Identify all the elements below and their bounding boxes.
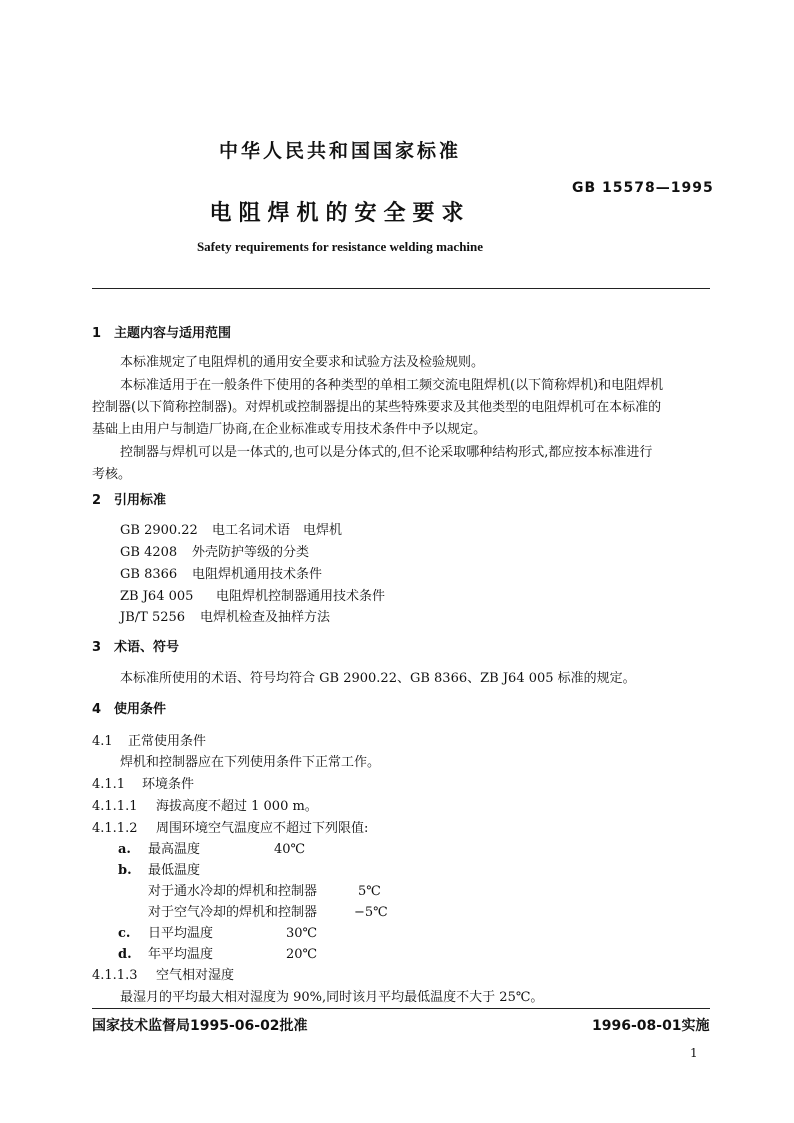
section-number: 1 xyxy=(92,326,102,341)
clause-title: 空气相对湿度 xyxy=(156,968,235,983)
approval-line: 国家技术监督局1995-06-02批准 xyxy=(92,1018,308,1034)
document-title-english: Safety requirements for resistance welding machine xyxy=(196,239,484,254)
footer-divider xyxy=(92,1008,710,1009)
section-1-heading xyxy=(92,322,231,341)
list-item-b xyxy=(118,859,200,878)
section-number: 4 xyxy=(92,702,102,717)
list-value: 5℃ xyxy=(358,884,381,899)
reference-code: JB/T 5256 xyxy=(120,610,186,625)
paragraph: 本标准适用于在一般条件下使用的各种类型的单相工频交流电阻焊机(以下简称焊机)和电阻焊机 xyxy=(120,378,664,393)
list-item-c xyxy=(118,922,317,941)
list-label: c. xyxy=(118,926,131,941)
reference-item xyxy=(120,585,385,604)
subsection-4-1-heading xyxy=(92,730,206,749)
clause-4-1-1-2 xyxy=(92,817,368,836)
section-title: 术语、符号 xyxy=(114,640,180,655)
standard-number: GB 15578—1995 xyxy=(572,180,714,196)
list-name: 年平均温度 xyxy=(148,947,214,962)
reference-item xyxy=(120,563,322,582)
list-subitem xyxy=(148,880,381,899)
clause-4-1-1-1 xyxy=(92,795,318,814)
reference-name: 电阻焊机通用技术条件 xyxy=(192,567,323,582)
reference-code: GB 4208 xyxy=(120,545,178,560)
national-standard-heading: 中华人民共和国国家标准 xyxy=(218,140,461,162)
paragraph: 最湿月的平均最大相对湿度为 90%,同时该月平均最低温度不大于 25℃。 xyxy=(120,990,544,1005)
list-name: 对于通水冷却的焊机和控制器 xyxy=(148,884,318,899)
clause-4-1-1-3 xyxy=(92,964,234,983)
list-name: 最高温度 xyxy=(148,842,201,857)
section-number: 3 xyxy=(92,640,102,655)
list-label: b. xyxy=(118,863,132,878)
reference-item xyxy=(120,519,342,538)
list-value: 20℃ xyxy=(286,947,318,962)
section-title: 主题内容与适用范围 xyxy=(114,326,232,341)
paragraph: 控制器与焊机可以是一体式的,也可以是分体式的,但不论采取哪种结构形式,都应按本标准进行 xyxy=(120,445,653,460)
list-item-d xyxy=(118,943,317,962)
reference-name: 外壳防护等级的分类 xyxy=(192,545,310,560)
list-subitem xyxy=(148,901,388,920)
clause-text: 海拔高度不超过 1 000 m。 xyxy=(156,799,318,814)
page-number: 1 xyxy=(690,1046,698,1060)
section-number: 2 xyxy=(92,493,102,508)
document-title-chinese: 电阻焊机的安全要求 xyxy=(209,201,471,226)
list-name: 日平均温度 xyxy=(148,926,214,941)
paragraph: 考核。 xyxy=(92,467,132,482)
list-value: 30℃ xyxy=(286,926,318,941)
list-value: −5℃ xyxy=(354,905,388,920)
clause-number: 4.1.1.2 xyxy=(92,821,138,836)
clause-number: 4.1.1.3 xyxy=(92,968,138,983)
list-label: d. xyxy=(118,947,132,962)
reference-item xyxy=(120,606,330,625)
reference-name: 电工名词术语 电焊机 xyxy=(212,523,343,538)
subsection-title: 正常使用条件 xyxy=(128,734,207,749)
section-title: 引用标准 xyxy=(114,493,167,508)
header-divider xyxy=(92,288,710,289)
reference-name: 电焊机检查及抽样方法 xyxy=(200,610,331,625)
paragraph: 本标准所使用的术语、符号均符合 GB 2900.22、GB 8366、ZB J64 005 标准的规定。 xyxy=(120,671,636,686)
list-name: 对于空气冷却的焊机和控制器 xyxy=(148,905,318,920)
reference-name: 电阻焊机控制器通用技术条件 xyxy=(216,589,386,604)
section-2-heading xyxy=(92,489,166,508)
section-3-heading xyxy=(92,636,179,655)
subsection-4-1-1-heading xyxy=(92,773,194,792)
section-4-heading xyxy=(92,698,166,717)
list-label: a. xyxy=(118,842,131,857)
list-item-a xyxy=(118,838,305,857)
paragraph: 控制器(以下简称控制器)。对焊机或控制器提出的某些特殊要求及其他类型的电阻焊机可在本标准的 xyxy=(92,400,662,415)
list-value: 40℃ xyxy=(274,842,306,857)
paragraph: 本标准规定了电阻焊机的通用安全要求和试验方法及检验规则。 xyxy=(120,355,485,370)
effective-date: 1996-08-01实施 xyxy=(592,1018,710,1034)
reference-code: ZB J64 005 xyxy=(120,589,194,604)
clause-number: 4.1.1.1 xyxy=(92,799,138,814)
reference-item xyxy=(120,541,309,560)
subsection-number: 4.1 xyxy=(92,734,113,749)
reference-code: GB 2900.22 xyxy=(120,523,198,538)
subsection-number: 4.1.1 xyxy=(92,777,126,792)
paragraph: 基础上由用户与制造厂协商,在企业标准或专用技术条件中予以规定。 xyxy=(92,422,487,437)
paragraph: 焊机和控制器应在下列使用条件下正常工作。 xyxy=(120,755,381,770)
section-title: 使用条件 xyxy=(114,702,167,717)
subsection-title: 环境条件 xyxy=(142,777,195,792)
list-name: 最低温度 xyxy=(148,863,201,878)
clause-text: 周围环境空气温度应不超过下列限值: xyxy=(156,821,369,836)
reference-code: GB 8366 xyxy=(120,567,178,582)
